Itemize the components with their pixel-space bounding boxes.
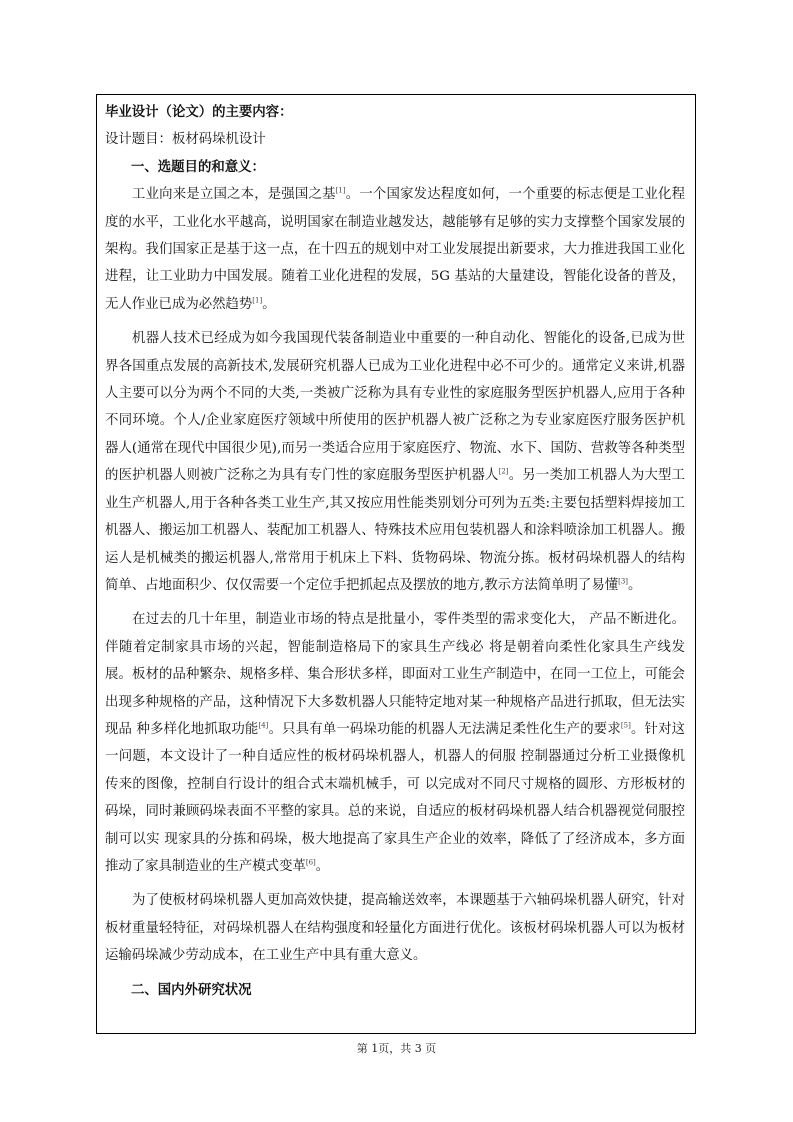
citation-3: [3] (618, 577, 629, 586)
paragraph-1 (105, 181, 685, 318)
content-frame (96, 94, 696, 1034)
citation-2: [2] (498, 467, 509, 476)
citation-6: [6] (305, 858, 316, 867)
paragraph-1-text-b: 。一个国家发达程度如何，一个重要的标志便是工业化程度的水平，工业化水平越高，说明国家在制造业越发达，越能够有足够的实力支撑整个国家发展的架构。我们国家正是基于这一点，在十四五的规划中对工业发展提出新要求，大力推进我国工业化进程，让工业助力中国发展。随着工业化进程的发展，5G 基站的大量建设，智能化设备的普及，无人作业已成为必然趋势 (105, 187, 686, 312)
paragraph-1-end: 。 (262, 296, 276, 312)
paragraph-2-text-a: 机器人技术已经成为如今我国现代装备制造业中重要的一种自动化、智能化的设备,已成为世界各国重点发展的高新技术,发展研究机器人已成为工业化进程中必不可少的。通常定义来讲,机器人主要可以分为两个不同的大类,一类被广泛称为具有专业性的家庭服务型医护机器人,应用于各种不同环境。个人/企业家庭医疗领域中所使用的医护机器人被广泛称之为专业家庭医疗服务医护机器人(通常在现代中国很少见),而另一类适合应用于家庭医疗、物流、水下、国防、营救等各种类型的医护机器人则被广泛称之为具有专门性的家庭服务型医护机器人 (105, 331, 685, 484)
heading-purpose: 一、选题目的和意义： (131, 158, 265, 175)
spacer (105, 970, 685, 977)
paragraph-3 (105, 606, 685, 880)
spacer (105, 318, 685, 325)
citation-1b: [1] (252, 296, 263, 305)
design-topic: 设计题目：板材码垛机设计 (105, 132, 266, 148)
paragraph-3-text-a: 在过去的几十年里，制造业市场的特点是批量小，零件类型的需求变化大， 产品不断进化。伴随着定制家具市场的兴起，智能制造格局下的家具生产线必 将是朝着向柔性化家具生产线发展。板材的品种繁杂、规格多样、集合形状多样，即面对工业生产制造中，在同一工位上，可能会出现多种规格的产品，这种情况下大多数机器人只能特定地对某一种规格产品进行抓取，但无法实现品 种多样化地抓取功能 (105, 612, 685, 737)
paragraph-2 (105, 325, 685, 599)
paragraph-3-end: 。 (315, 858, 330, 874)
page-footer: 第 1页，共 3 页 (356, 1042, 437, 1055)
paragraph-1-text-a: 工业向来是立国之本，是强国之基 (132, 187, 336, 203)
citation-4: [4] (258, 721, 269, 730)
citation-1: [1] (335, 186, 346, 195)
spacer (105, 880, 685, 887)
paragraph-3-text-c: 。针对这一问题，本文设计了一种自适应性的板材码垛机器人，机器人的伺服 控制器通过分析工业摄像机传来的图像，控制自行设计的组合式末端机械手，可 以完成对不同尺寸规格的圆形、方形板材的码垛，同时兼顾码垛表面不平整的家具。总的来说，自适应的板材码垛机器人结合机器视觉伺服控制可以实 现家具的分拣和码垛，极大地提高了家具生产企业的效率，降低了了经济成本，多方面推动了家具制造业的生产模式变革 (105, 721, 686, 874)
citation-5: [5] (620, 721, 631, 730)
paragraph-4: 为了使板材码垛机器人更加高效快捷，提高输送效率，本课题基于六轴码垛机器人研究，针对板材重量轻特征，对码垛机器人在结构强度和轻量化方面进行优化。该板材码垛机器人可以为板材运输码垛减少劳动成本，在工业生产中具有重大意义。 (105, 893, 685, 964)
spacer (105, 599, 685, 606)
document-body (105, 99, 685, 1004)
section-title: 毕业设计（论文）的主要内容： (105, 104, 293, 120)
heading-research-status: 二、国内外研究状况 (131, 981, 252, 998)
paragraph-3-text-b: 。只具有单一码垛功能的机器人无法满足柔性化生产的要求 (268, 721, 621, 737)
paragraph-2-end: 。 (628, 577, 642, 593)
paragraph-2-text-b: 。另一类加工机器人为大型工业生产机器人,用于各种各类工业生产,其又按应用性能类别划分可列为五类:主要包括塑料焊接加工机器人、搬运加工机器人、装配加工机器人、特殊技术应用包装机器人和涂料喷涂加工机器人。搬运人是机械类的搬运机器人,常常用于机床上下料、货物码垛、物流分拣。板材码垛机器人的结构简单、占地面积少、仅仅需要一个定位手把抓起点及摆放的地方,教示方法简单明了易懂 (105, 468, 685, 593)
